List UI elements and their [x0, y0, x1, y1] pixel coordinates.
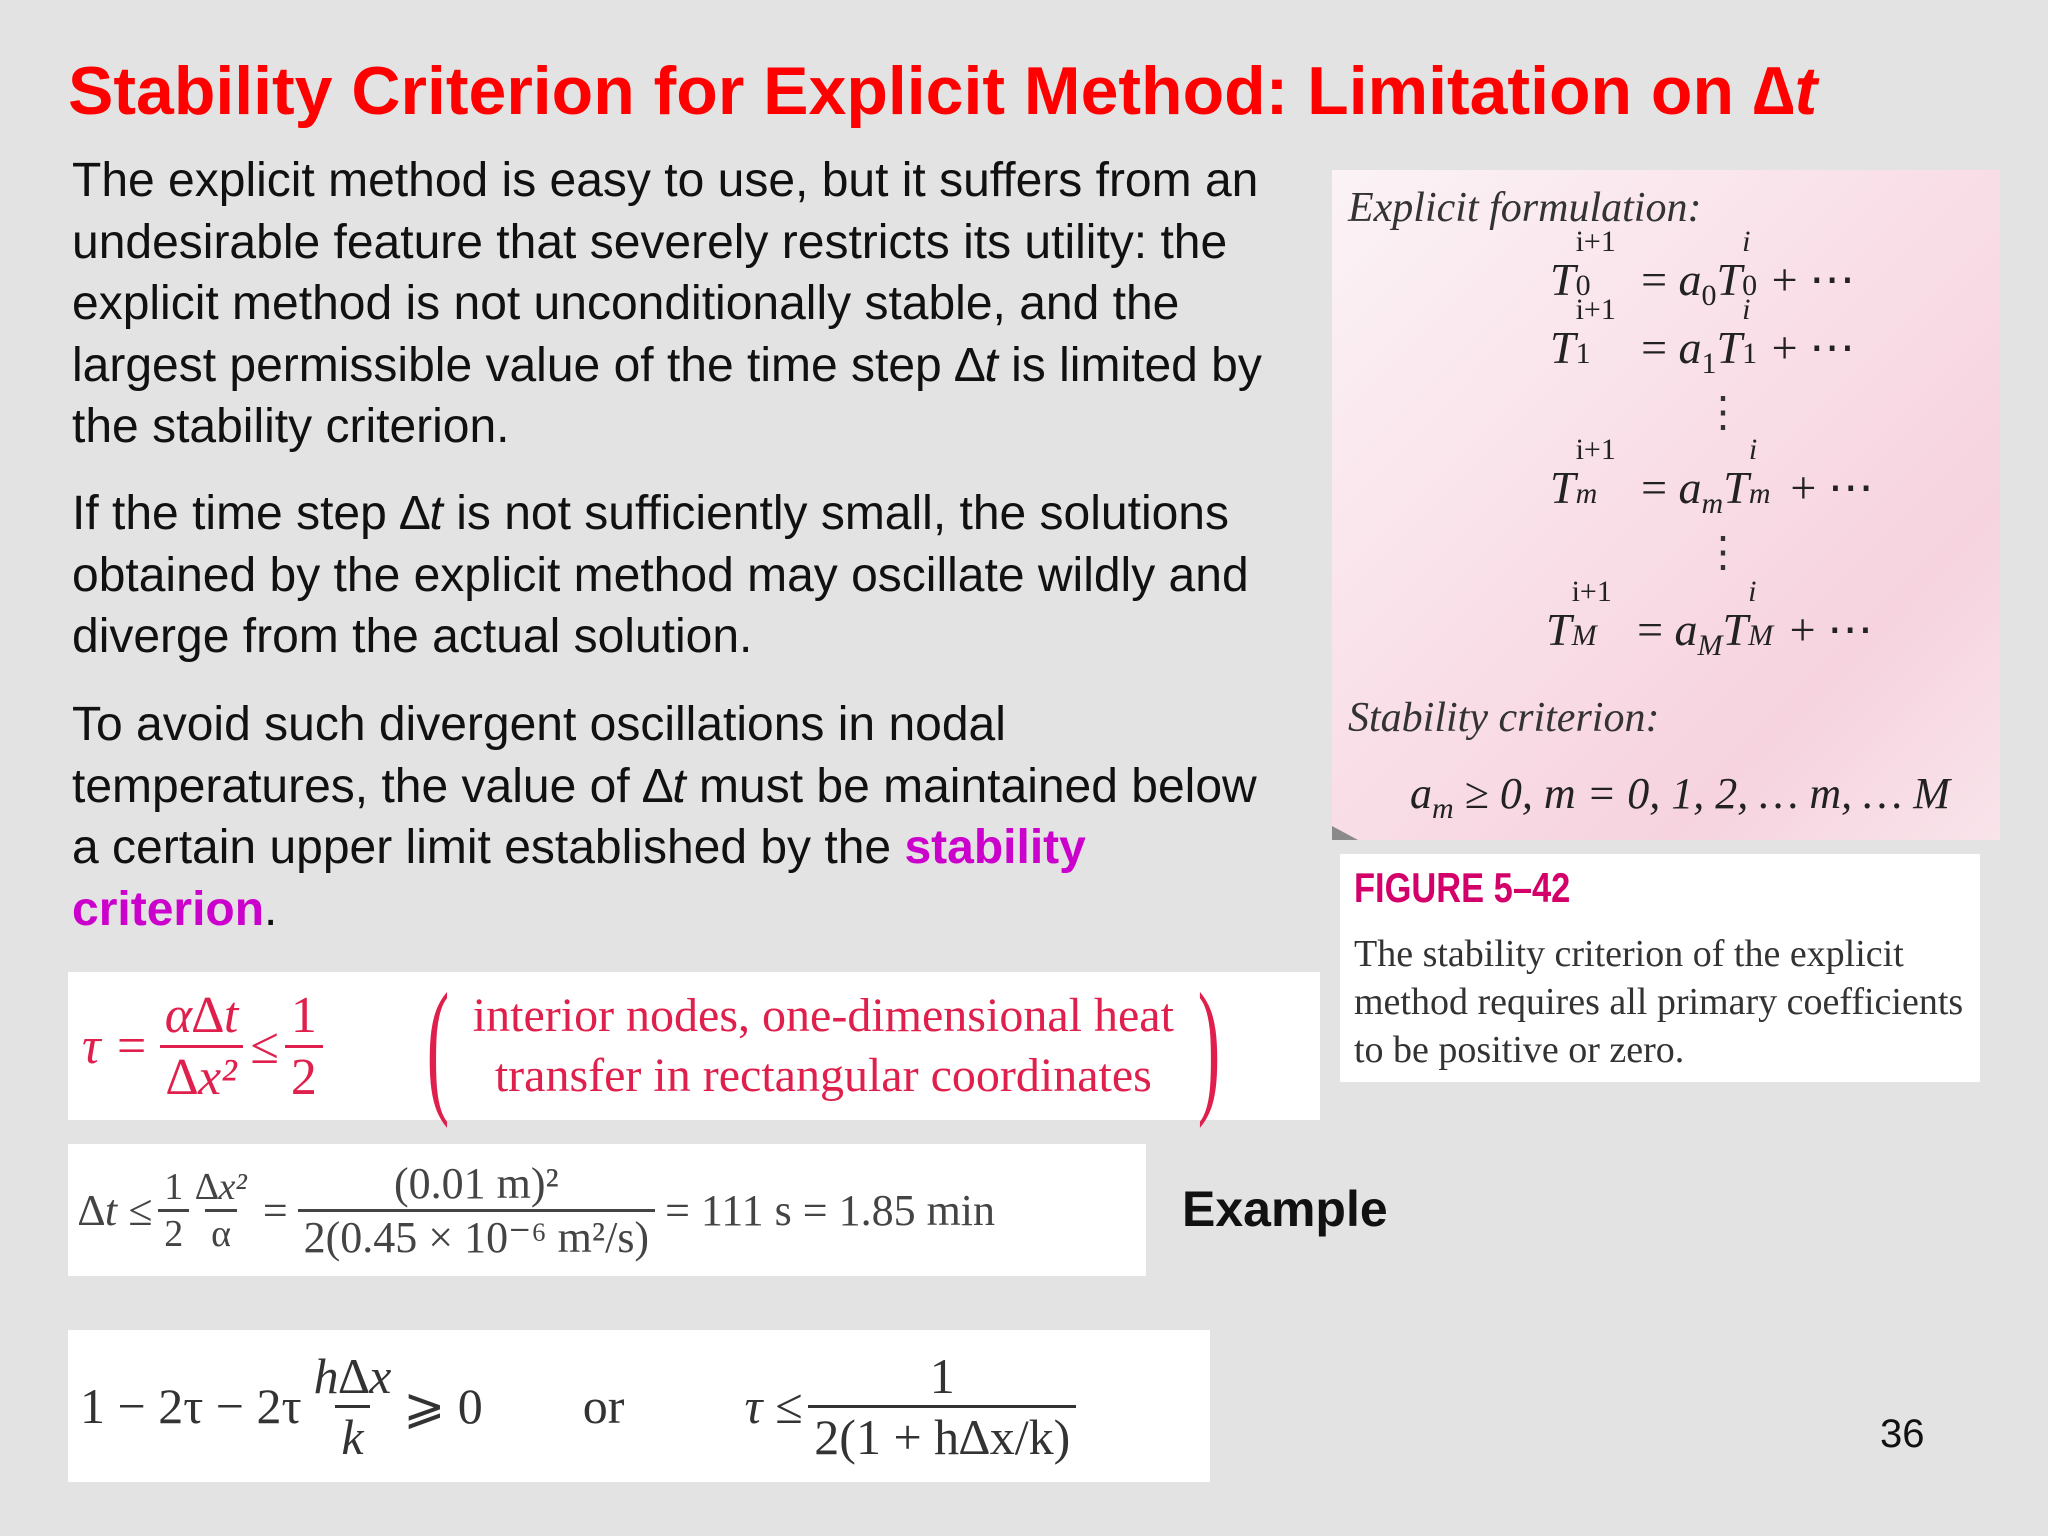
stability-criterion-equation — [1410, 768, 1950, 825]
cond-den2: 2(1 + h∆x/k) — [808, 1405, 1076, 1466]
paragraph-explicit-method — [72, 150, 1292, 458]
eq1-T2: T — [1716, 322, 1743, 373]
right-paren: ) — [1197, 963, 1221, 1129]
title-variable: ∆t — [1752, 53, 1818, 129]
eq3-indices — [1571, 575, 1626, 652]
tau-half-num: 1 — [290, 986, 317, 1044]
eq3-sup: i+1 — [1571, 575, 1612, 608]
p3-text-a: To avoid such divergent oscillations in nodal temperatures, the value of ∆ — [72, 698, 1006, 813]
cond-tau: τ ≤ — [744, 1378, 803, 1434]
eq0-sub: 0 — [1575, 269, 1591, 302]
p3-var: t — [672, 759, 686, 813]
example-label: Example — [1182, 1181, 1388, 1237]
dt-half-den: 2 — [158, 1209, 189, 1256]
dt-value-fraction — [298, 1158, 655, 1263]
tau-numerator: α∆t — [164, 986, 239, 1044]
tau-note-line-2: transfer in rectangular coordinates — [494, 1049, 1152, 1102]
cond-den: k — [335, 1405, 369, 1466]
page-fold-corner — [1332, 826, 1358, 840]
eq3-asub: M — [1697, 629, 1723, 662]
eq0-a: a — [1678, 254, 1702, 305]
eq3-sub: M — [1571, 619, 1597, 652]
paragraph-time-step — [72, 483, 1292, 668]
eq0-asub: 0 — [1701, 279, 1717, 312]
left-paren: ( — [426, 963, 450, 1129]
eq2-sup: i+1 — [1575, 433, 1616, 466]
eq1-tail: + ⋯ — [1760, 322, 1856, 373]
tau-condition-note — [463, 986, 1184, 1106]
cond-num2: 1 — [929, 1347, 955, 1404]
equation-node-m: T i+1 m = $a_mT$ i m + ⋯ — [1550, 433, 1874, 520]
cond-ge: ⩾ 0 — [403, 1378, 483, 1434]
equation-node-M: T i+1 M = $a_MT$ i M + ⋯ — [1546, 575, 1874, 662]
p2-text-a: If the time step ∆ — [72, 487, 430, 540]
p3-end: . — [264, 882, 278, 936]
formula-boundary-node-criterion — [68, 1330, 1210, 1482]
vertical-dots-2: ⋮ — [1702, 530, 1744, 576]
eq2-asub: m — [1701, 487, 1724, 520]
p1-text-a: The explicit method is easy to use, but it suffers from an undesirable feature that severely restricts its utility: the explicit method is not unconditionally stable, and the largest permissible value of the time step ∆ — [72, 154, 1259, 392]
cond-or: or — [582, 1378, 625, 1434]
figure-explicit-formulation — [1332, 170, 2000, 840]
eq2-T2sub: m — [1748, 477, 1771, 510]
eq3-T: T — [1546, 604, 1572, 655]
tau-lhs: τ = — [82, 1017, 149, 1075]
page-number: 36 — [1880, 1412, 1925, 1456]
slide-title — [68, 48, 1988, 134]
cond-lhs: 1 − 2τ − 2τ — [80, 1378, 302, 1434]
stability-criterion-highlight: stability criterion — [72, 821, 1086, 936]
tau-half — [285, 986, 323, 1107]
stab-a: a — [1410, 769, 1432, 818]
eq1-T2sup: i — [1742, 293, 1751, 326]
eq3-indices2 — [1748, 575, 1778, 652]
dt-ratio-num: ∆x² — [195, 1165, 247, 1208]
cond-fraction — [308, 1347, 398, 1466]
dt-eq: = — [262, 1185, 288, 1235]
eq0-sup: i+1 — [1575, 225, 1616, 258]
tau-half-den: 2 — [285, 1045, 323, 1107]
title-text: Stability Criterion for Explicit Method: Limitation on — [68, 53, 1753, 129]
dt-half-num: 1 — [164, 1165, 184, 1208]
vertical-dots-1: ⋮ — [1702, 390, 1744, 436]
stab-sub: m — [1432, 792, 1454, 825]
dt-ratio — [189, 1165, 253, 1256]
formula-time-step-example — [68, 1144, 1146, 1276]
eq2-T2sup: i — [1748, 433, 1758, 466]
p2-var: t — [429, 487, 443, 540]
eq3-T2sub: M — [1748, 619, 1774, 652]
eq2-indices2 — [1748, 433, 1779, 510]
dt-half — [158, 1165, 189, 1256]
p1-var: t — [984, 338, 998, 392]
eq3-tail: + ⋯ — [1778, 604, 1874, 655]
eq2-a: a — [1678, 462, 1702, 513]
dt-ratio-den: α — [205, 1209, 237, 1256]
dt-lhs: ∆t ≤ — [78, 1185, 153, 1235]
eq2-indices — [1575, 433, 1630, 510]
eq0-tail: + ⋯ — [1760, 254, 1856, 305]
figure-caption-text: The stability criterion of the explicit method requires all primary coefficients to be positive or zero. — [1354, 933, 1964, 1071]
eq1-T: T — [1550, 322, 1576, 373]
paragraph-avoid-oscillations — [72, 694, 1292, 940]
eq0-T: T — [1550, 254, 1576, 305]
p2-text-b: is not sufficiently small, the solutions obtained by the explicit method may oscillate wildly and diverge from the actual solution. — [72, 487, 1249, 663]
eq0-T2sub: 0 — [1742, 269, 1758, 302]
eq0-T2: T — [1716, 254, 1743, 305]
eq2-T: T — [1550, 462, 1576, 513]
eq0-T2sup: i — [1742, 225, 1751, 258]
eq2-T2: T — [1723, 462, 1749, 513]
dt-value-den: 2(0.45 × 10⁻⁶ m²/s) — [298, 1209, 655, 1263]
explicit-formulation-heading: Explicit formulation: — [1348, 185, 1702, 231]
eq1-a: a — [1678, 322, 1702, 373]
figure-number-label: FIGURE 5–42 — [1354, 864, 1571, 911]
figure-caption — [1340, 854, 1980, 1082]
eq2-sub: m — [1575, 477, 1598, 510]
stability-criterion-heading: Stability criterion: — [1348, 695, 1660, 741]
eq2-tail: + ⋯ — [1778, 462, 1874, 513]
cond-fraction-2 — [808, 1347, 1076, 1466]
dt-result: = 111 s = 1.85 min — [665, 1185, 996, 1235]
dt-value-num: (0.01 m)² — [394, 1158, 559, 1208]
tau-le: ≤ — [250, 1017, 279, 1075]
tau-fraction — [159, 986, 245, 1107]
tau-note-line-1: interior nodes, one-dimensional heat — [472, 989, 1174, 1042]
eq1-asub: 1 — [1701, 347, 1717, 380]
equation-node-0: T i+1 0 = $a_0T$ i 0 + ⋯ — [1550, 225, 1856, 312]
cond-num: h∆x — [313, 1347, 392, 1404]
eq1-T2sub: 1 — [1742, 337, 1758, 370]
eq1-indices2 — [1742, 293, 1760, 370]
eq0-indices2 — [1742, 225, 1760, 302]
eq3-T2sup: i — [1748, 575, 1757, 608]
p1-text-b: is limited by the stability criterion. — [72, 338, 1262, 453]
eq1-sup: i+1 — [1575, 293, 1616, 326]
equation-node-1: T i+1 1 = $a_1T$ i 1 + ⋯ — [1550, 293, 1856, 380]
formula-mesh-fourier-number — [68, 963, 1320, 1129]
eq1-indices — [1575, 293, 1630, 370]
p3-text-b: must be maintained below a certain upper limit established by the — [72, 759, 1257, 874]
tau-denominator: ∆x² — [160, 1045, 242, 1107]
eq0-indices — [1575, 225, 1630, 302]
eq1-sub: 1 — [1575, 337, 1591, 370]
stab-rest: ≥ 0, m = 0, 1, 2, … m, … M — [1453, 769, 1950, 818]
eq3-T2: T — [1722, 604, 1749, 655]
eq3-a: a — [1674, 604, 1698, 655]
